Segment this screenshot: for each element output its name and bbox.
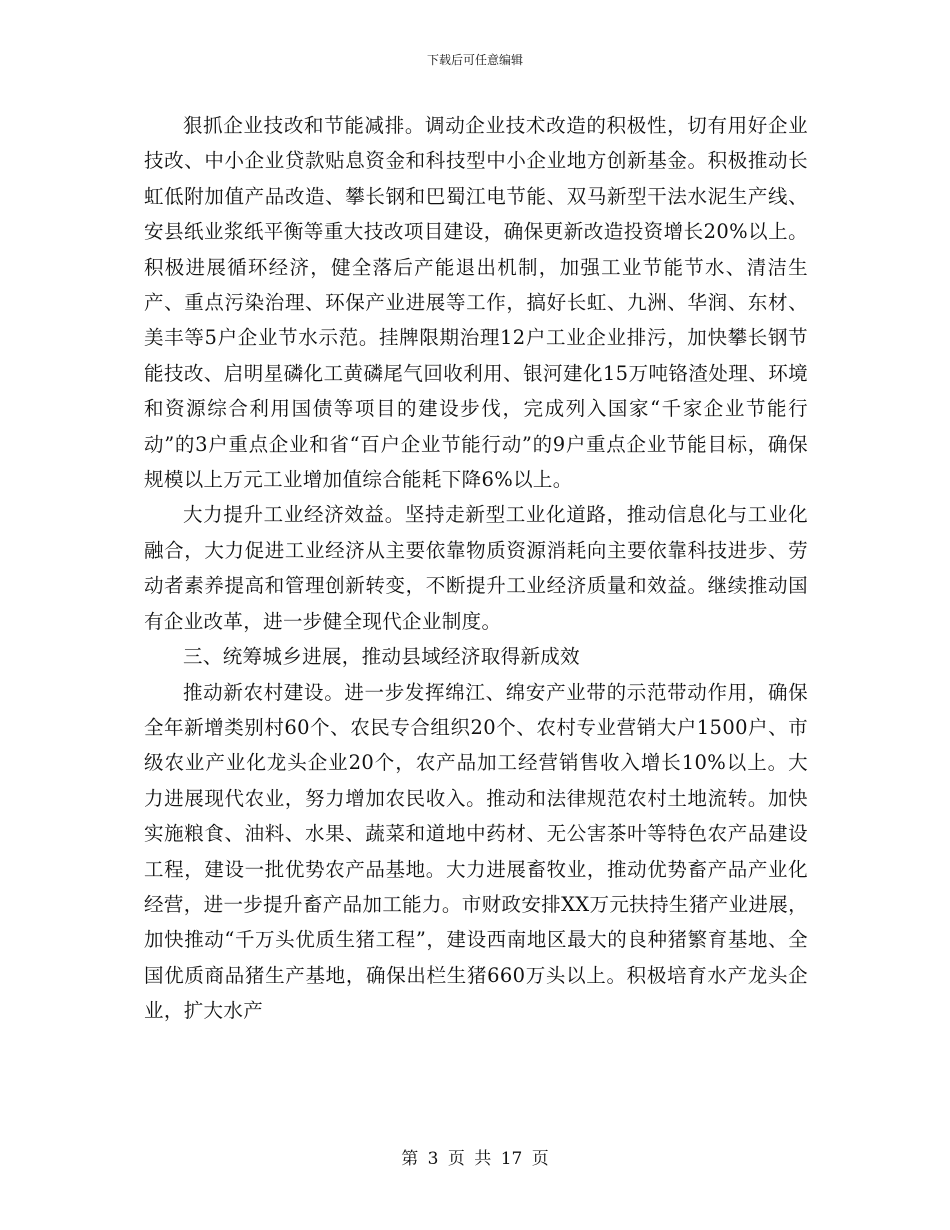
paragraph-industrial-efficiency: 大力提升工业经济效益。坚持走新型工业化道路，推动信息化与工业化融合，大力促进工业经济从主要依靠物质资源消耗向主要依靠科技进步、劳动者素养提高和管理创新转变，不断提升工业经济质量和效益。继续推动国有企业改革，进一步健全现代企业制度。 — [144, 503, 808, 633]
paragraph-new-rural-construction: 推动新农村建设。进一步发挥绵江、绵安产业带的示范带动作用，确保全年新增类别村60个、农民专合组织20个、农村专业营销大户1500户、市级农业产业化龙头企业20个，农产品加工经营销售收入增长10%以上。大力进展现代农业，努力增加农民收入。推动和法律规范农村土地流转。加快实施粮食、油料、水果、蔬菜和道地中药材、无公害茶叶等特色农产品建设工程，建设一批优势农产品基地。大力进展畜牧业，推动优势畜产品产业化经营，进一步提升畜产品加工能力。市财政安排XX万元扶持生猪产业进展，加快推动“千万头优质生猪工程”，建设西南地区最大的良种猪繁育基地、全国优质商品猪生产基地，确保出栏生猪660万头以上。积极培育水产龙头企业，扩大水产 — [144, 680, 808, 1023]
paragraph-tech-upgrade-energy: 狠抓企业技改和节能减排。调动企业技术改造的积极性，切有用好企业技改、中小企业贷款贴息资金和科技型中小企业地方创新基金。积极推动长虹低附加值产品改造、攀长钢和巴蜀江电节能、双马新型干法水泥生产线、安县纸业浆纸平衡等重大技改项目建设，确保更新改造投资增长20%以上。积极进展循环经济，健全落后产能退出机制，加强工业节能节水、清洁生产、重点污染治理、环保产业进展等工作，搞好长虹、九洲、华润、东材、美丰等5户企业节水示范。挂牌限期治理12户工业企业排污，加快攀长钢节能技改、启明星磷化工黄磷尾气回收利用、银河建化15万吨铬渣处理、环境和资源综合利用国债等项目的建设步伐，完成列入国家“千家企业节能行动”的3户重点企业和省“百户企业节能行动”的9户重点企业节能目标，确保规模以上万元工业增加值综合能耗下降6%以上。 — [144, 114, 808, 492]
page-number-footer: 第 3 页 共 17 页 — [401, 1149, 549, 1169]
page-header-note: 下载后可任意编辑 — [426, 53, 523, 67]
document-body — [144, 108, 808, 1029]
section-heading-urban-rural: 三、统筹城乡进展，推动县域经济取得新成效 — [183, 645, 581, 669]
